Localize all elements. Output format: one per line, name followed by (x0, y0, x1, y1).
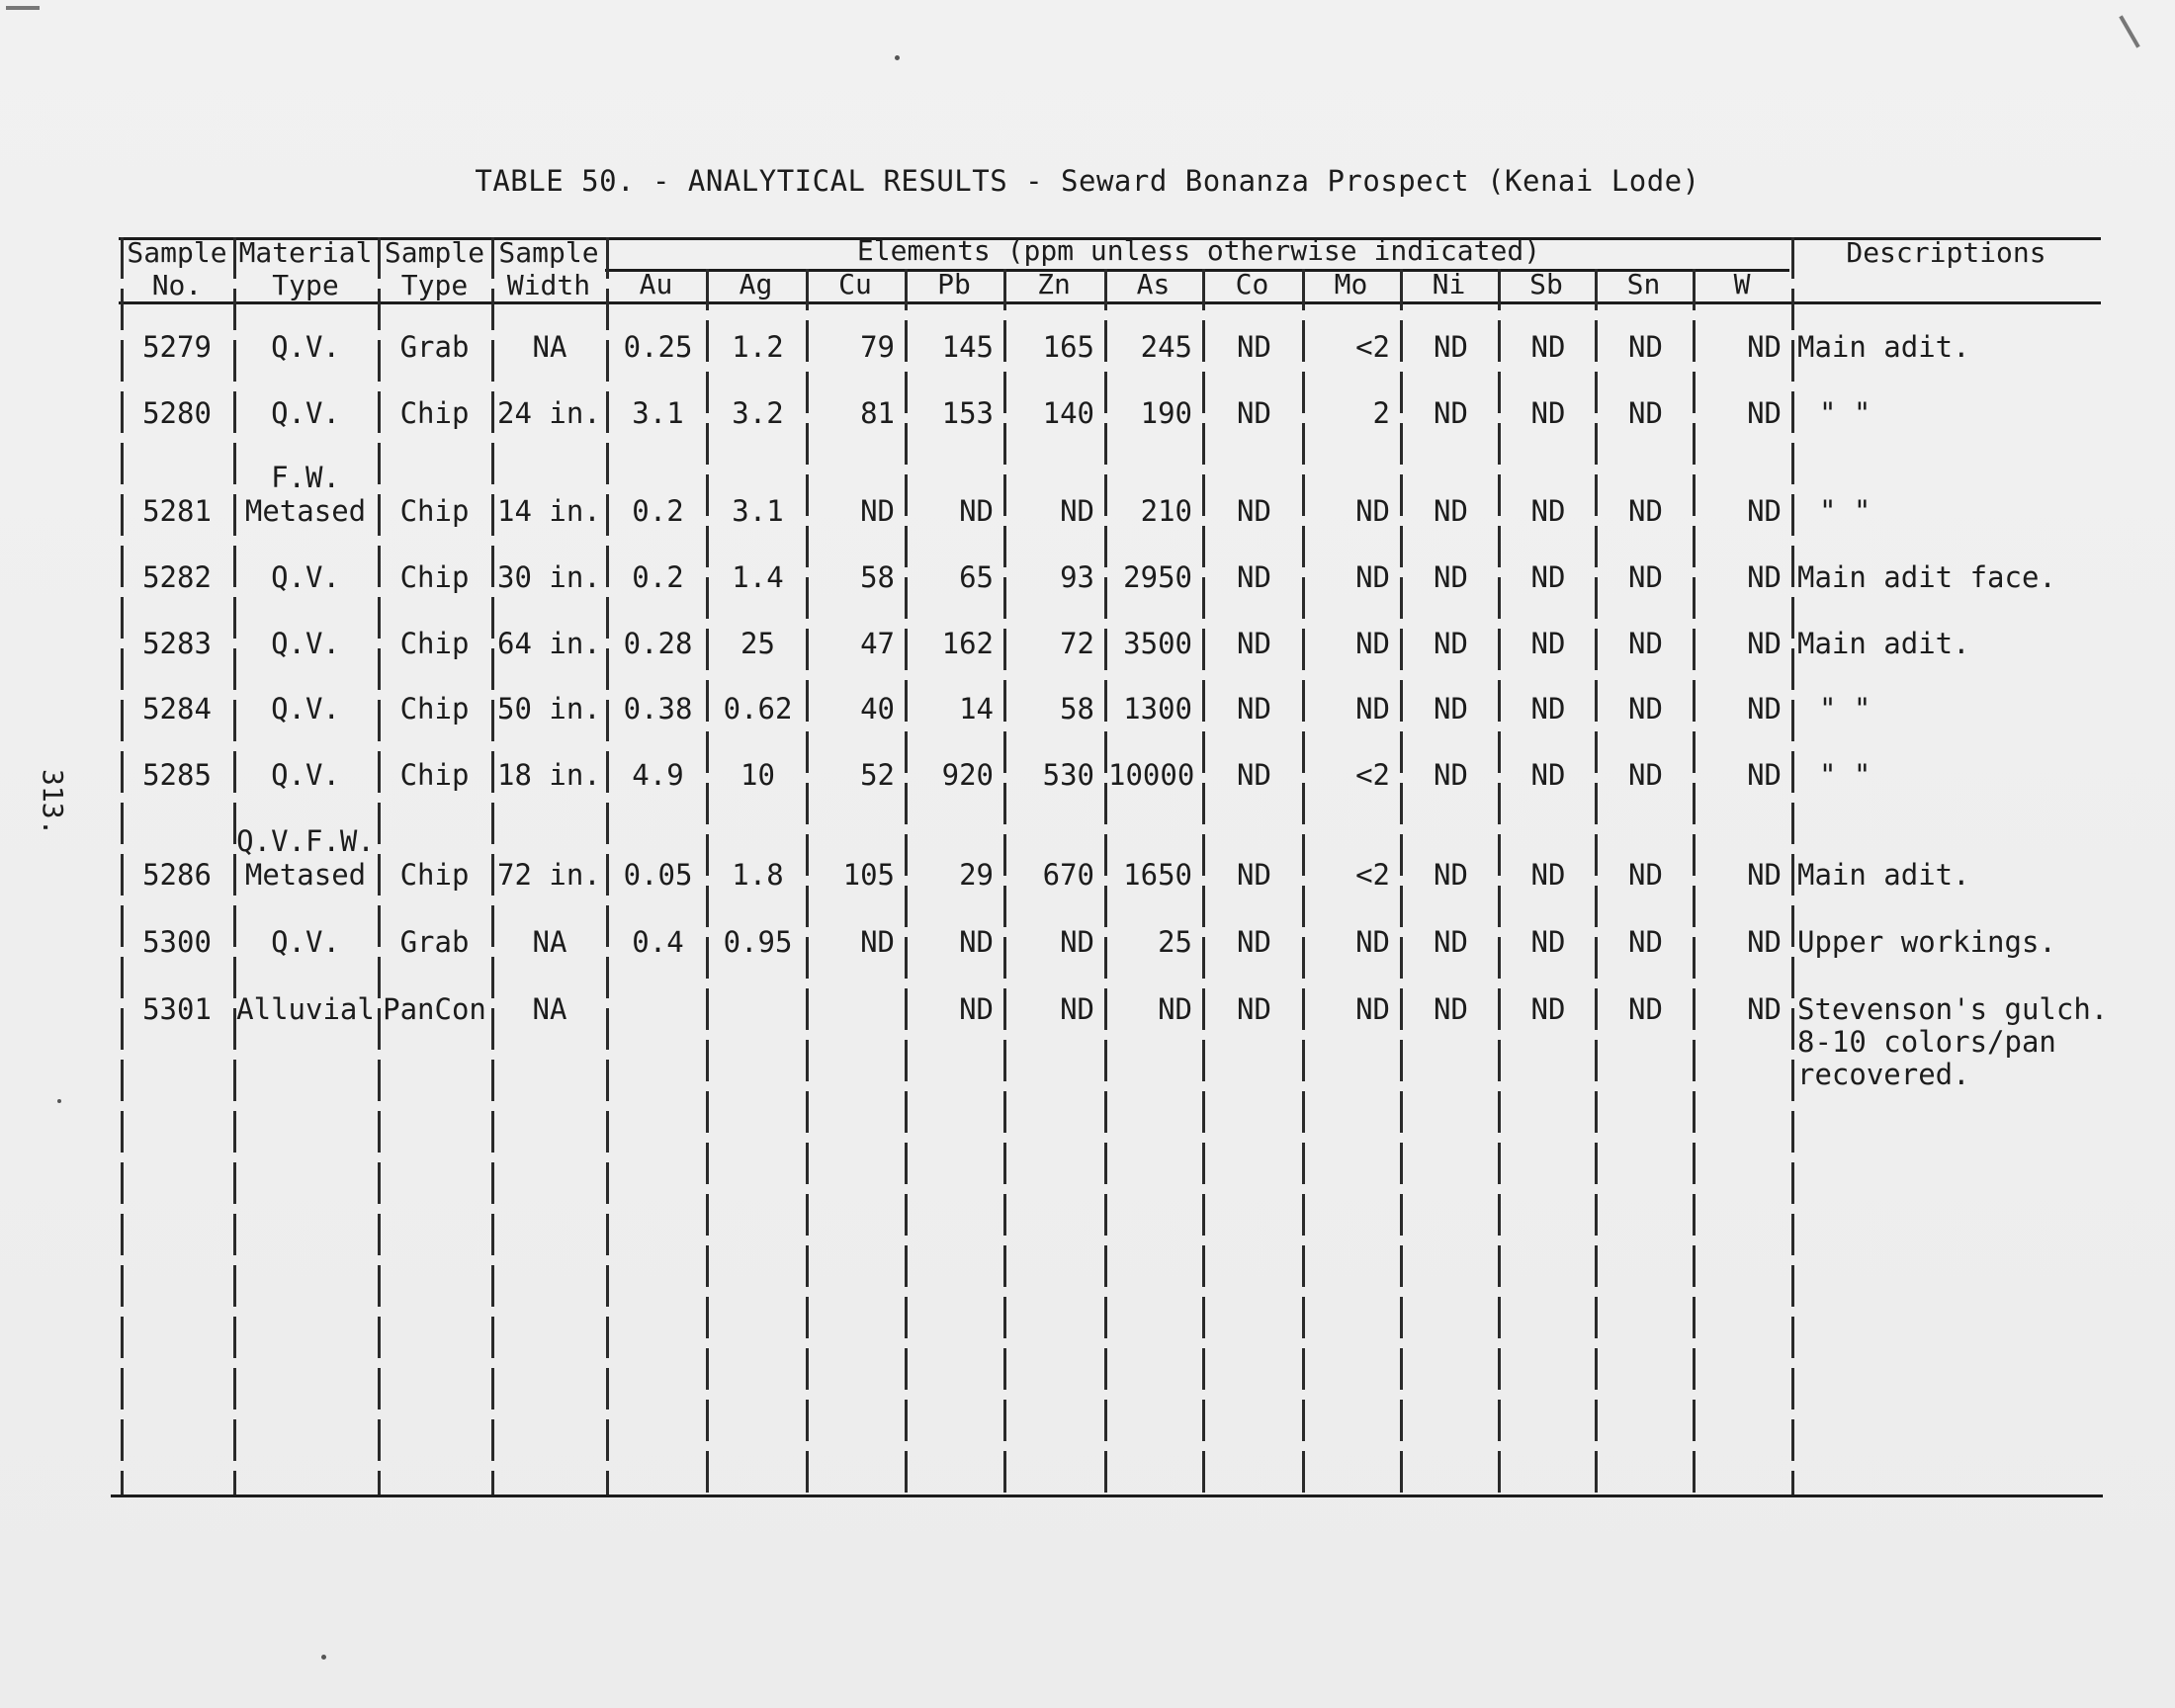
description-cell: Main adit. (1797, 858, 1970, 892)
element-value-cell: 47 (860, 627, 895, 660)
description-cell: Main adit. (1797, 627, 1970, 660)
element-value-cell: 1300 (1123, 692, 1192, 726)
element-value-cell: ND (1747, 627, 1782, 660)
sample-width-cell: NA (532, 330, 567, 364)
sample-no-cell: 5284 (142, 692, 212, 726)
material-type-cell: Q.V.F.W. (236, 824, 375, 858)
column-rule (1595, 269, 1598, 1494)
material-type-cell: Q.V. (271, 925, 340, 959)
column-rule (706, 269, 709, 1494)
element-value-cell: 2 (1372, 396, 1390, 430)
element-value-cell: ND (1747, 925, 1782, 959)
element-value-cell: 0.05 (623, 858, 693, 892)
material-type-cell: Q.V. (271, 692, 340, 726)
sample-type-cell: Chip (399, 627, 470, 660)
sample-width-cell: 72 in. (497, 858, 601, 892)
element-value-cell: 145 (941, 330, 994, 364)
element-value-cell: 1.4 (732, 560, 784, 594)
element-value-cell: 1650 (1123, 858, 1192, 892)
material-type-cell: Metased (244, 858, 367, 892)
element-value-cell: 40 (860, 692, 895, 726)
column-rule (1302, 269, 1305, 1494)
element-value-cell: ND (1434, 494, 1468, 528)
header-element-w: W (1733, 268, 1751, 300)
header-element-cu: Cu (838, 268, 872, 300)
element-value-cell: ND (1747, 992, 1782, 1026)
element-value-cell: 72 (1060, 627, 1094, 660)
sample-width-cell: 18 in. (497, 758, 601, 792)
sample-no-cell: 5301 (142, 992, 212, 1026)
element-value-cell: ND (1530, 692, 1566, 726)
header-descriptions: Descriptions (1846, 236, 2046, 269)
element-value-cell: 670 (1042, 858, 1094, 892)
element-value-cell: ND (959, 925, 994, 959)
sample-type-cell: Chip (399, 758, 470, 792)
element-value-cell: 0.62 (723, 692, 793, 726)
element-value-cell: ND (1434, 330, 1468, 364)
element-value-cell: <2 (1355, 858, 1390, 892)
table-bottom-rule (111, 1494, 2103, 1497)
element-value-cell: 165 (1042, 330, 1094, 364)
element-value-cell: 25 (1158, 925, 1192, 959)
element-value-cell: ND (1628, 627, 1663, 660)
element-value-cell: ND (1237, 494, 1271, 528)
scan-speck (57, 1099, 61, 1103)
element-value-cell: ND (860, 494, 895, 528)
table-title: TABLE 50. - ANALYTICAL RESULTS - Seward Bonanza Prospect (Kenai Lode) (475, 164, 1700, 198)
header-elements: Elements (ppm unless otherwise indicated) (856, 234, 1541, 267)
sample-width-cell: NA (532, 925, 567, 959)
element-value-cell: ND (1530, 925, 1566, 959)
header-sample-width: Width (506, 269, 591, 301)
element-value-cell: ND (1434, 992, 1468, 1026)
material-type-cell: Q.V. (271, 330, 340, 364)
element-value-cell: ND (1060, 494, 1094, 528)
element-value-cell: 210 (1140, 494, 1192, 528)
element-value-cell: 190 (1140, 396, 1192, 430)
element-value-cell: 14 (959, 692, 994, 726)
element-value-cell: ND (1237, 330, 1271, 364)
element-value-cell: 1.2 (732, 330, 784, 364)
sample-width-cell: 50 in. (497, 692, 601, 726)
element-value-cell: ND (1530, 494, 1566, 528)
header-sample-width: Sample (498, 236, 599, 269)
element-value-cell: ND (1628, 858, 1663, 892)
sample-no-cell: 5280 (142, 396, 212, 430)
element-value-cell: 0.4 (632, 925, 684, 959)
header-element-co: Co (1235, 268, 1269, 300)
element-value-cell: ND (1237, 858, 1271, 892)
element-value-cell: 58 (860, 560, 895, 594)
sample-type-cell: Grab (399, 330, 470, 364)
material-type-cell: Metased (244, 494, 367, 528)
element-value-cell: 52 (860, 758, 895, 792)
header-element-zn: Zn (1037, 268, 1071, 300)
element-value-cell: ND (1747, 396, 1782, 430)
column-rule (1693, 269, 1696, 1494)
header-material-type: Material (238, 236, 373, 269)
description-cell: " " (1819, 494, 1871, 528)
material-type-cell: Q.V. (271, 627, 340, 660)
element-value-cell: ND (1060, 992, 1094, 1026)
header-element-sn: Sn (1626, 268, 1661, 300)
sample-type-cell: PanCon (383, 992, 486, 1026)
element-value-cell: ND (1530, 758, 1566, 792)
element-value-cell: ND (1434, 627, 1468, 660)
element-value-cell: 162 (941, 627, 994, 660)
element-value-cell: 3.1 (632, 396, 684, 430)
sample-no-cell: 5283 (142, 627, 212, 660)
sample-width-cell: 30 in. (497, 560, 601, 594)
element-value-cell: ND (1530, 627, 1566, 660)
header-sample-type: Sample (384, 236, 485, 269)
header-sample-no: Sample (127, 236, 227, 269)
material-type-cell: Q.V. (271, 758, 340, 792)
element-value-cell: ND (1237, 396, 1271, 430)
element-value-cell: ND (1237, 692, 1271, 726)
description-cell: Main adit face. (1797, 560, 2056, 594)
element-value-cell: 0.95 (723, 925, 793, 959)
sample-width-cell: 64 in. (497, 627, 601, 660)
element-value-cell: 65 (959, 560, 994, 594)
sample-type-cell: Chip (399, 396, 470, 430)
element-value-cell: ND (1628, 992, 1663, 1026)
element-value-cell: <2 (1355, 758, 1390, 792)
column-rule (1791, 237, 1794, 1494)
element-value-cell: ND (1530, 330, 1566, 364)
element-value-cell: 29 (959, 858, 994, 892)
element-value-cell: ND (1434, 396, 1468, 430)
column-rule (606, 237, 609, 1494)
element-value-cell: 153 (941, 396, 994, 430)
element-value-cell: ND (1355, 925, 1390, 959)
element-value-cell: ND (1628, 560, 1663, 594)
column-rule (1202, 269, 1205, 1494)
column-rule (1400, 269, 1403, 1494)
column-rule (806, 269, 809, 1494)
sample-no-cell: 5281 (142, 494, 212, 528)
handwritten-page-note: 313. (37, 769, 69, 836)
element-value-cell: ND (1747, 560, 1782, 594)
element-value-cell: ND (1237, 992, 1271, 1026)
element-value-cell: ND (1628, 925, 1663, 959)
element-value-cell: 0.38 (623, 692, 693, 726)
element-value-cell: ND (1158, 992, 1192, 1026)
sample-type-cell: Chip (399, 494, 470, 528)
description-cell: Upper workings. (1797, 925, 2056, 959)
header-element-ag: Ag (739, 268, 773, 300)
column-rule (491, 237, 494, 1494)
material-type-cell: Q.V. (271, 560, 340, 594)
header-material-type: Type (272, 269, 339, 301)
element-value-cell: ND (959, 992, 994, 1026)
element-value-cell: ND (1237, 560, 1271, 594)
element-value-cell: ND (1355, 992, 1390, 1026)
element-value-cell: ND (1237, 758, 1271, 792)
element-value-cell: ND (1530, 560, 1566, 594)
element-value-cell: ND (860, 925, 895, 959)
element-value-cell: 0.2 (632, 494, 684, 528)
header-sample-type: Type (400, 269, 469, 301)
description-cell: " " (1819, 396, 1871, 430)
sample-no-cell: 5282 (142, 560, 212, 594)
sample-no-cell: 5279 (142, 330, 212, 364)
element-value-cell: ND (1530, 396, 1566, 430)
header-element-sb: Sb (1529, 268, 1563, 300)
element-value-cell: 3.1 (732, 494, 784, 528)
description-cell: Stevenson's gulch. 8-10 colors/pan recovered. (1797, 992, 2109, 1091)
header-bottom-rule (119, 301, 2101, 304)
element-value-cell: 10 (740, 758, 775, 792)
sample-no-cell: 5300 (142, 925, 212, 959)
element-value-cell: 920 (941, 758, 994, 792)
scan-speck (895, 55, 900, 60)
header-element-au: Au (639, 268, 673, 300)
element-value-cell: 530 (1042, 758, 1094, 792)
element-value-cell: 105 (842, 858, 895, 892)
element-value-cell: ND (1355, 560, 1390, 594)
element-value-cell: 3.2 (732, 396, 784, 430)
element-value-cell: ND (1237, 627, 1271, 660)
element-value-cell: 93 (1060, 560, 1094, 594)
column-rule (1003, 269, 1006, 1494)
element-value-cell: ND (1434, 758, 1468, 792)
sample-type-cell: Chip (399, 560, 470, 594)
element-value-cell: ND (1530, 992, 1566, 1026)
element-value-cell: ND (1237, 925, 1271, 959)
sample-width-cell: NA (532, 992, 567, 1026)
sample-width-cell: 24 in. (497, 396, 601, 430)
element-value-cell: 81 (860, 396, 895, 430)
element-value-cell: ND (1747, 330, 1782, 364)
element-value-cell: 2950 (1123, 560, 1192, 594)
scan-speck (321, 1655, 326, 1660)
element-value-cell: 1.8 (732, 858, 784, 892)
sample-no-cell: 5285 (142, 758, 212, 792)
material-type-cell: F.W. (271, 461, 340, 494)
sample-no-cell: 5286 (142, 858, 212, 892)
element-value-cell: ND (1530, 858, 1566, 892)
scan-edge-mark (6, 6, 40, 10)
element-value-cell: 3500 (1123, 627, 1192, 660)
element-value-cell: 0.25 (623, 330, 693, 364)
scan-edge-mark (2119, 15, 2139, 47)
header-sample-no: No. (151, 269, 203, 301)
element-value-cell: 0.2 (632, 560, 684, 594)
element-value-cell: ND (1628, 758, 1663, 792)
element-value-cell: 10000 (1108, 758, 1195, 792)
header-element-mo: Mo (1334, 268, 1368, 300)
element-value-cell: ND (1434, 560, 1468, 594)
element-value-cell: 58 (1060, 692, 1094, 726)
sample-width-cell: 14 in. (497, 494, 601, 528)
element-value-cell: ND (1060, 925, 1094, 959)
element-value-cell: ND (1747, 758, 1782, 792)
element-value-cell: 0.28 (623, 627, 693, 660)
sample-type-cell: Chip (399, 858, 470, 892)
element-value-cell: 4.9 (632, 758, 684, 792)
element-value-cell: ND (1747, 494, 1782, 528)
element-value-cell: ND (1434, 692, 1468, 726)
element-value-cell: ND (1355, 692, 1390, 726)
element-value-cell: 25 (740, 627, 775, 660)
material-type-cell: Q.V. (271, 396, 340, 430)
element-value-cell: ND (1628, 330, 1663, 364)
element-value-cell: ND (959, 494, 994, 528)
element-value-cell: ND (1434, 925, 1468, 959)
header-element-as: As (1136, 268, 1171, 300)
description-cell: Main adit. (1797, 330, 1970, 364)
element-value-cell: ND (1628, 494, 1663, 528)
element-value-cell: ND (1355, 627, 1390, 660)
element-value-cell: ND (1747, 858, 1782, 892)
header-element-pb: Pb (937, 268, 971, 300)
element-value-cell: 245 (1140, 330, 1192, 364)
column-rule (905, 269, 908, 1494)
column-rule (1498, 269, 1501, 1494)
sample-type-cell: Chip (399, 692, 470, 726)
element-value-cell: 79 (860, 330, 895, 364)
element-value-cell: ND (1747, 692, 1782, 726)
description-cell: " " (1819, 692, 1871, 726)
column-rule (1104, 269, 1107, 1494)
sample-type-cell: Grab (399, 925, 470, 959)
element-value-cell: <2 (1355, 330, 1390, 364)
material-type-cell: Alluvial (236, 992, 375, 1026)
element-value-cell: ND (1628, 396, 1663, 430)
header-element-ni: Ni (1432, 268, 1466, 300)
element-value-cell: 140 (1042, 396, 1094, 430)
element-value-cell: ND (1434, 858, 1468, 892)
element-value-cell: ND (1355, 494, 1390, 528)
element-value-cell: ND (1628, 692, 1663, 726)
description-cell: " " (1819, 758, 1871, 792)
